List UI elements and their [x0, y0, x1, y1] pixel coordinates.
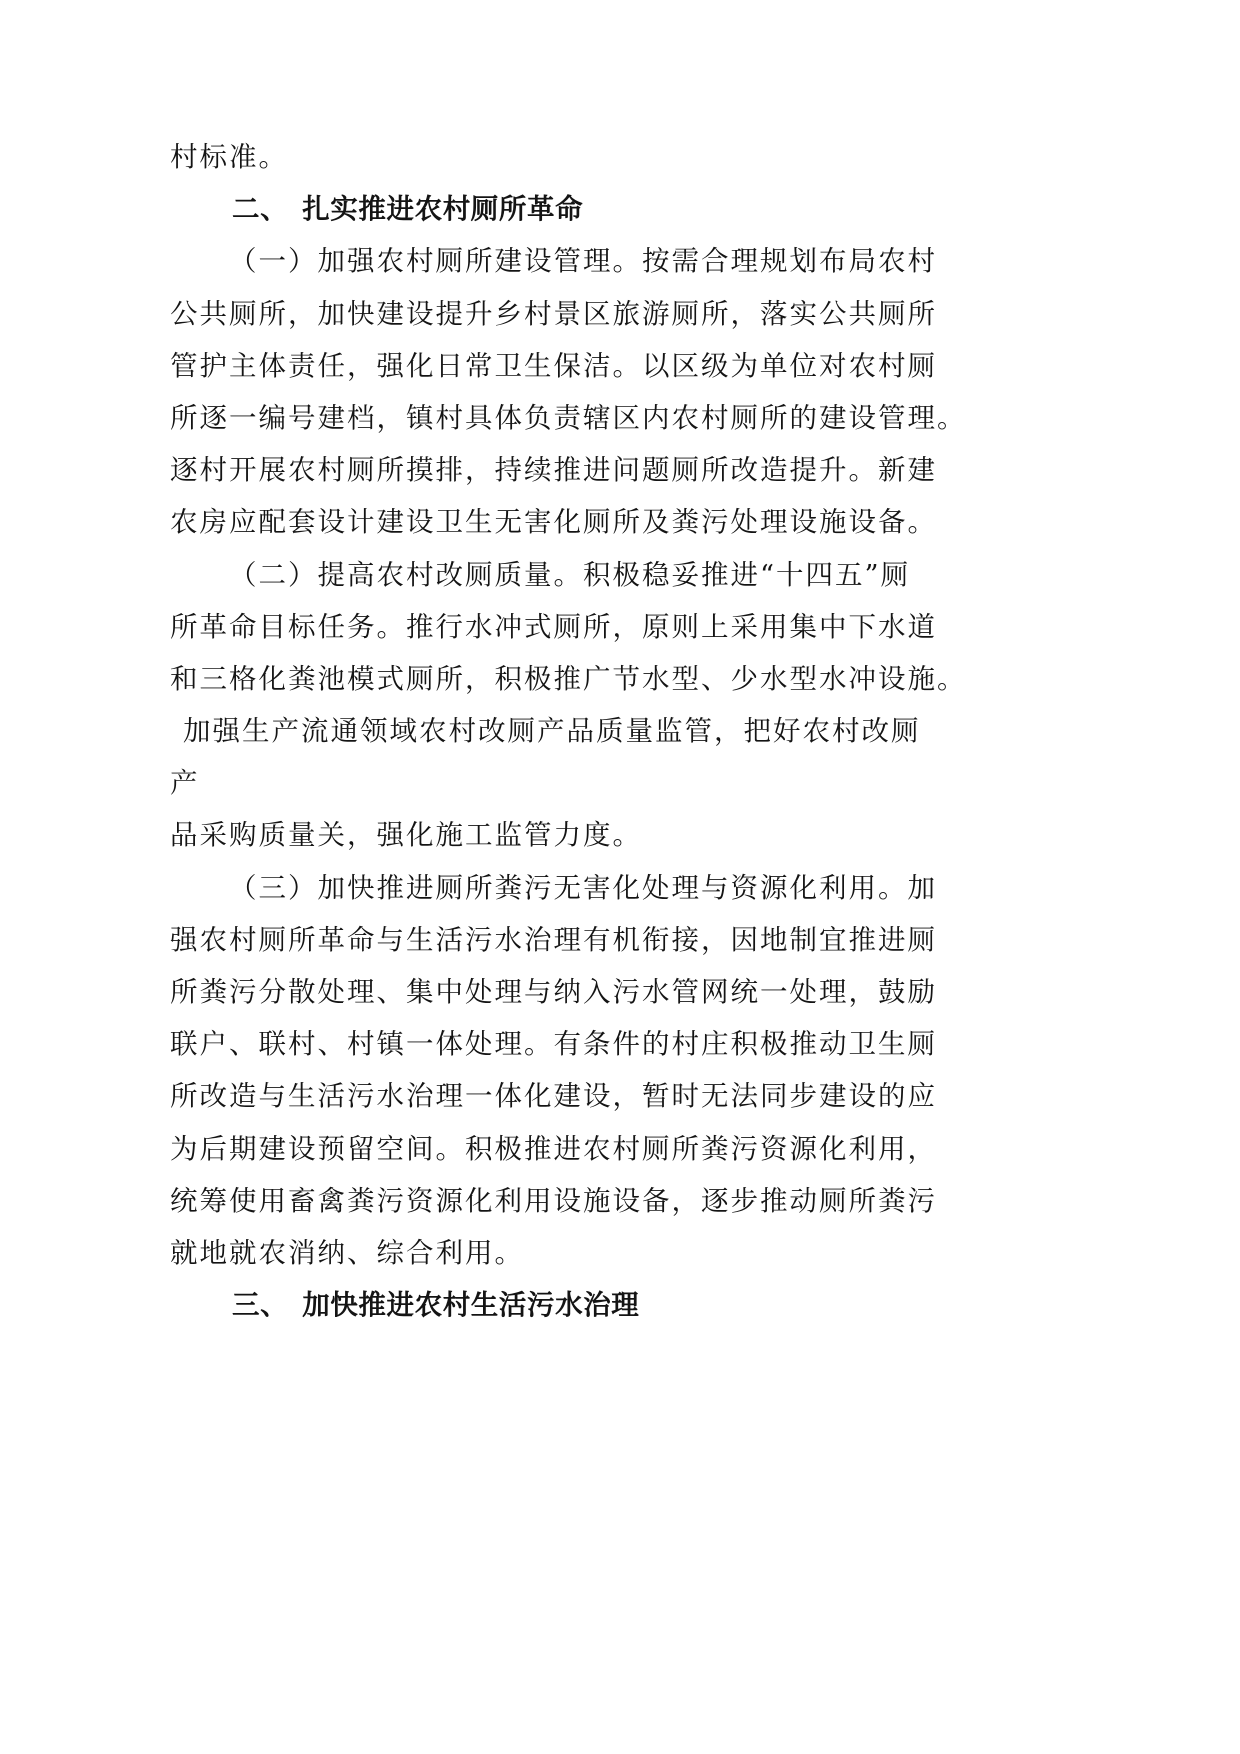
paragraph-line: 农房应配套设计建设卫生无害化厕所及粪污处理设施设备。	[170, 506, 937, 539]
paragraph-line: 所革命目标任务。推行水冲式厕所，原则上采用集中下水道	[170, 610, 937, 643]
item-first-line	[170, 549, 1170, 601]
item-text: 提高农村改厕质量。积极稳妥推进“十四五”厕	[317, 558, 911, 591]
section-number: 二、	[232, 193, 289, 226]
section-heading-three	[170, 1279, 1170, 1331]
paragraph-line: 逐村开展农村厕所摸排，持续推进问题厕所改造提升。新建	[170, 454, 937, 487]
item-label: （二）	[229, 558, 318, 591]
paragraph-line: 公共厕所，加快建设提升乡村景区旅游厕所，落实公共厕所	[170, 297, 937, 330]
paragraph-line: 联户、联村、村镇一体处理。有条件的村庄积极推动卫生厕	[170, 1028, 937, 1061]
item-first-line	[170, 235, 1170, 287]
item-label: （一）	[229, 245, 318, 278]
paragraph-line: 产	[170, 767, 200, 800]
paragraph-line: 强农村厕所革命与生活污水治理有机衔接，因地制宜推进厕	[170, 923, 937, 956]
paragraph-line: 为后期建设预留空间。积极推进农村厕所粪污资源化利用，	[170, 1132, 937, 1165]
paragraph-line: 所粪污分散处理、集中处理与纳入污水管网统一处理，鼓励	[170, 976, 937, 1008]
document-body	[170, 131, 1170, 1331]
paragraph-line: 管护主体责任，强化日常卫生保洁。以区级为单位对农村厕	[170, 349, 937, 382]
section-title: 加快推进农村生活污水治理	[302, 1289, 640, 1322]
section-heading-two	[170, 183, 1170, 235]
paragraph-line: 和三格化粪池模式厕所，积极推广节水型、少水型水冲设施。	[170, 662, 967, 695]
section-title: 扎实推进农村厕所革命	[302, 193, 584, 226]
paragraph-line: 所改造与生活污水治理一体化建设，暂时无法同步建设的应	[170, 1080, 937, 1113]
item-first-line	[170, 862, 1170, 914]
item-text: 加强农村厕所建设管理。按需合理规划布局农村	[317, 245, 937, 278]
section-number: 三、	[232, 1289, 289, 1322]
paragraph-line: 所逐一编号建档，镇村具体负责辖区内农村厕所的建设管理。	[170, 401, 967, 434]
carryover-line: 村标准。	[170, 141, 288, 173]
paragraph-line: 就地就农消纳、综合利用。	[170, 1236, 524, 1269]
paragraph-line: 品采购质量关，强化施工监管力度。	[170, 819, 642, 852]
paragraph-line: 加强生产流通领域农村改厕产品质量监管，把好农村改厕	[183, 715, 921, 748]
item-text: 加快推进厕所粪污无害化处理与资源化利用。加	[317, 871, 937, 904]
item-label: （三）	[229, 871, 318, 904]
paragraph-line: 统筹使用畜禽粪污资源化利用设施设备，逐步推动厕所粪污	[170, 1184, 937, 1217]
